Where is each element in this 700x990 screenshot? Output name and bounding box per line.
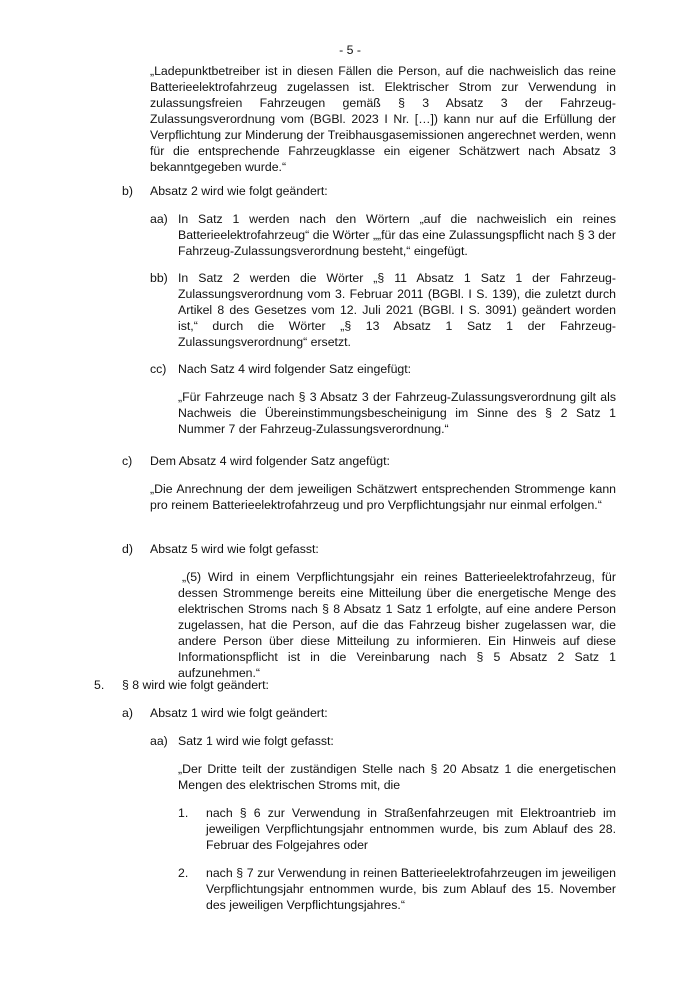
item-label-b: b) bbox=[122, 184, 133, 198]
item-text-b-bb: In Satz 2 werden die Wörter „§ 11 Absatz 1 Satz 1 der Fahrzeug-Zulassungsverordnung vom 3. Februar 2011 (BGBl. I S. 139), die zuletzt durch Artikel 8 des Gesetzes vom 12. Juli 2021 (BGBl. I S. 3091) geändert worden ist,“ durch die Wörter „§ 13 Absatz 1 Satz 1 der Fahrzeug-Zulassungsverordnung“ ersetzt. bbox=[178, 271, 616, 349]
item-label-b-bb: bb) bbox=[150, 271, 168, 285]
item-text-b: Absatz 2 wird wie folgt geändert: bbox=[150, 184, 328, 198]
quote-paragraph-5-a-aa: „Der Dritte teilt der zuständigen Stelle nach § 20 Absatz 1 die energetischen Mengen des elektrischen Stroms mit, die bbox=[178, 762, 616, 792]
item-label-5-a: a) bbox=[122, 706, 133, 720]
item-text-5-a: Absatz 1 wird wie folgt geändert: bbox=[150, 706, 328, 720]
item-text-b-cc: Nach Satz 4 wird folgender Satz eingefügt: bbox=[178, 362, 412, 376]
item-text-num-2: nach § 7 zur Verwendung in reinen Batterieelektrofahrzeugen im jeweiligen Verpflichtungsjahr entnommen wurde, bis zum Ablauf des 15. November des jeweiligen Verpflichtungsjahres.“ bbox=[206, 866, 616, 912]
page-number: - 5 - bbox=[339, 43, 361, 57]
item-label-5-a-aa: aa) bbox=[150, 734, 168, 748]
item-label-num-1: 1. bbox=[178, 806, 189, 820]
item-label-5: 5. bbox=[94, 678, 105, 692]
item-text-d: Absatz 5 wird wie folgt gefasst: bbox=[150, 542, 319, 556]
item-label-b-cc: cc) bbox=[150, 362, 167, 376]
item-label-num-2: 2. bbox=[178, 866, 189, 880]
quote-paragraph-cc: „Für Fahrzeuge nach § 3 Absatz 3 der Fahrzeug-Zulassungsverordnung gilt als Nachweis die Übereinstimmungsbescheinigung im Sinne des § 2 Satz 1 Nummer 7 der Fahrzeug-Zulassungsverordnung.“ bbox=[178, 390, 616, 436]
item-text-5-a-aa: Satz 1 wird wie folgt gefasst: bbox=[178, 734, 334, 748]
item-label-c: c) bbox=[122, 454, 133, 468]
quote-paragraph-ladepunktbetreiber: „Ladepunktbetreiber ist in diesen Fällen die Person, auf die nachweislich das reine Batterieelektrofahrzeug zugelassen ist. Elektrischer Strom zur Verwendung in zulassungsfreien Fahrzeugen gemäß § 3 Absatz 3 der Fahrzeug-Zulassungsverordnung vom (BGBl. 2023 I Nr. […]) kann nur auf die Erfüllung der Verpflichtung zur Minderung der Treibhausgasemissionen angerechnet werden, wenn für die entsprechende Fahrzeugklasse ein eigener Schätzwert nach Absatz 3 bekanntgegeben wurde.“ bbox=[150, 64, 616, 174]
item-text-num-1: nach § 6 zur Verwendung in Straßenfahrzeugen mit Elektroantrieb im jeweiligen Verpflichtungsjahr entnommen wurde, bis zum Ablauf des 28. Februar des Folgejahres oder bbox=[206, 806, 616, 852]
quote-paragraph-c: „Die Anrechnung der dem jeweiligen Schätzwert entsprechenden Strommenge kann pro reinem Batterieelektrofahrzeug und pro Verpflichtungsjahr nur einmal erfolgen.“ bbox=[150, 482, 616, 512]
item-text-5: § 8 wird wie folgt geändert: bbox=[122, 678, 269, 692]
item-text-c: Dem Absatz 4 wird folgender Satz angefügt: bbox=[150, 454, 390, 468]
item-text-b-aa: In Satz 1 werden nach den Wörtern „auf die nachweislich ein reines Batterieelektrofahrzeug“ die Wörter „„für das eine Zulassungspflicht nach § 3 der Fahrzeug-Zulassungsverordnung besteht,“ eingefügt. bbox=[178, 212, 616, 258]
item-label-b-aa: aa) bbox=[150, 212, 168, 226]
quote-paragraph-d: „(5) Wird in einem Verpflichtungsjahr ein reines Batterieelektrofahrzeug, für dessen Strommenge bereits eine Mitteilung über die energetische Menge des elektrischen Stroms nach § 8 Absatz 1 Satz 1 erfolgte, auf eine andere Person zugelassen, hat die Person, auf die das Fahrzeug bisher zugelassen war, die andere Person über diese Mitteilung zu informieren. Ein Hinweis auf diese Informationspflicht ist in die Vereinbarung nach § 5 Absatz 2 Satz 1 aufzunehmen.“ bbox=[178, 570, 616, 680]
item-label-d: d) bbox=[122, 542, 133, 556]
